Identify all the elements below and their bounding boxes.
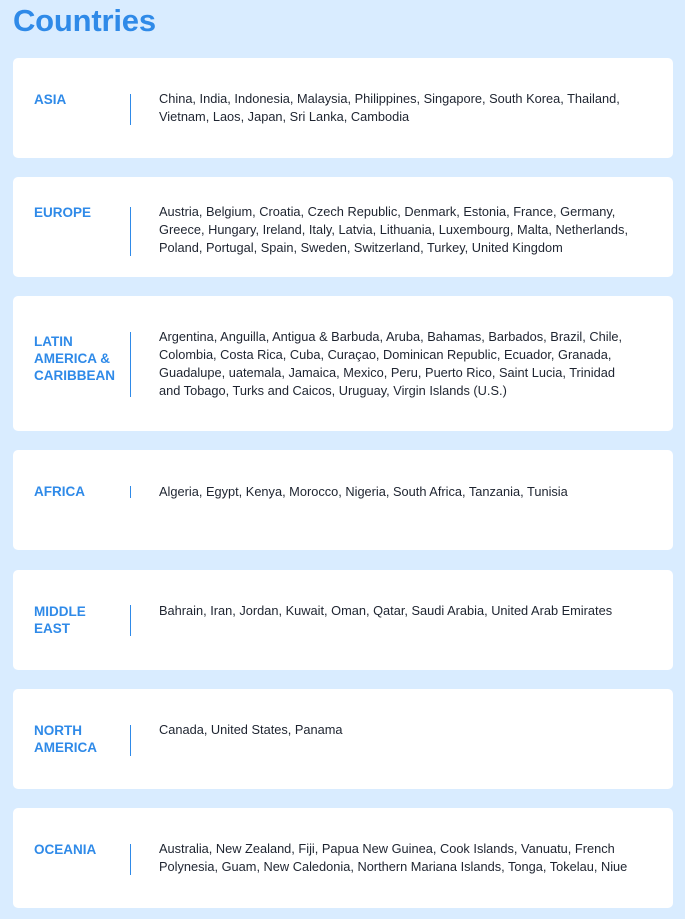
region-divider [130,207,131,256]
region-name: LATIN AMERICA & CARIBBEAN [34,334,115,383]
region-card-north-america [13,689,673,789]
region-divider [130,844,131,875]
region-card-latin-america-caribbean [13,296,673,431]
region-name: NORTH AMERICA [34,723,97,755]
region-divider [130,332,131,397]
region-name: EUROPE [34,205,92,220]
region-countries: Argentina, Anguilla, Antigua & Barbuda, Aruba, Bahamas, Barbados, Brazil, Chile, Colombia, Costa Rica, Cuba, Curaçao, Dominican Republic, Ecuador, Granada, Guadalupe, uatemala, Jamaica, Mexico, Peru, Puerto Rico, Saint Lucia, Trinidad and Tobago, Turks and Caicos, Uruguay, Virgin Islands (U.S.) [159,329,623,398]
region-divider [130,605,131,636]
region-name: ASIA [34,92,67,107]
region-countries: China, India, Indonesia, Malaysia, Philippines, Singapore, South Korea, Thailand, Vietnam, Laos, Japan, Sri Lanka, Cambodia [159,91,620,124]
region-card-middle-east [13,570,673,670]
region-countries: Algeria, Egypt, Kenya, Morocco, Nigeria, South Africa, Tanzania, Tunisia [159,484,568,499]
region-countries: Bahrain, Iran, Jordan, Kuwait, Oman, Qatar, Saudi Arabia, United Arab Emirates [159,603,613,618]
page-title: Countries [13,3,156,38]
region-card-asia [13,58,673,158]
region-countries: Austria, Belgium, Croatia, Czech Republic, Denmark, Estonia, France, Germany, Greece, Hungary, Ireland, Italy, Latvia, Lithuania, Luxembourg, Malta, Netherlands, Poland, Portugal, Spain, Sweden, Switzerland, Turkey, United Kingdom [159,204,628,255]
region-name: AFRICA [34,484,85,499]
region-name: MIDDLE EAST [34,604,86,636]
region-card-oceania [13,808,673,908]
region-divider [130,486,131,498]
region-card-africa [13,450,673,550]
region-countries: Canada, United States, Panama [159,722,343,737]
region-divider [130,725,131,756]
region-divider [130,94,131,125]
region-countries: Australia, New Zealand, Fiji, Papua New Guinea, Cook Islands, Vanuatu, French Polynesia, Guam, New Caledonia, Northern Mariana Islands, Tonga, Tokelau, Niue [159,841,628,874]
region-card-europe [13,177,673,277]
region-name: OCEANIA [34,842,97,857]
